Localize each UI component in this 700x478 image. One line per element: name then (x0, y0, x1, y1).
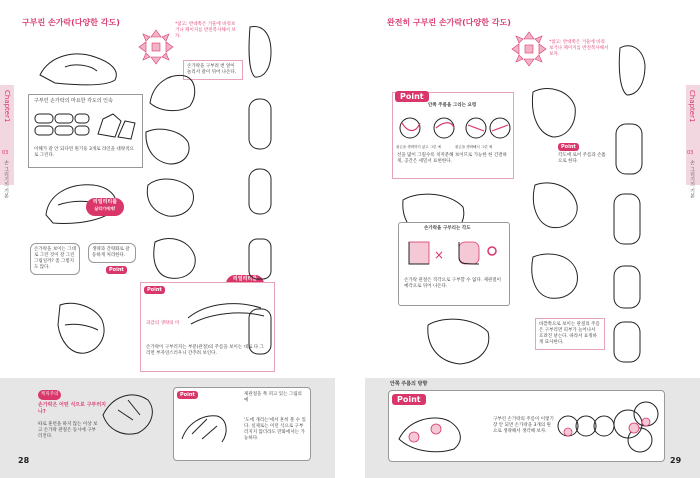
angle-body: 손가락 관절은 직각으로 구부할 수 없다. 제관절이 예각으로 뒤어 나온다. (404, 278, 501, 289)
point-label-right: Point (395, 91, 429, 102)
bottom-badge-left: 캐릭주의 (38, 390, 61, 400)
hand-sketch (50, 295, 115, 360)
realistic-tag-2-line1: 리얼리티를 (232, 276, 258, 282)
speech-bubble-1: 손가락을 보이는 그대로 그린 것이 잘 그린 그림일까? 좀 그렇지도 않다. (30, 243, 80, 275)
hand-sketch (610, 190, 645, 250)
hand-sketch (140, 122, 195, 167)
left-panel-caption: 이해가 갈 안 되다면 원기둥 3개로 라인을 대략적으로 그린다. (34, 147, 134, 158)
bottom-answer: 따로 훈련을 하지 않는 이상 보고 손가락 관절은 동시에 구부러진다. (38, 422, 98, 439)
point2-label: Point (558, 143, 579, 151)
bottom-title-right: 안쪽 주름의 방향 (390, 381, 428, 387)
x-mark-icon: × (434, 248, 445, 262)
bottom-point-body: '도에 개리는'에서 흔히 볼 수 있다. 실제로는 이런 식으로 구부러지지 않더라도 만화에서는 가능하다. (244, 418, 306, 441)
bottom-question: 손가락은 어떤 식으로 구부러지나? (38, 402, 107, 415)
hand-sketch (245, 95, 275, 155)
point-tag-small: Point (106, 266, 127, 274)
tab-num-right: 03 (687, 150, 694, 156)
left-panel-label: 구부린 손가락의 마요한 각도의 인속 (34, 98, 113, 104)
hand-sketch (420, 310, 495, 370)
arrow-star-icon (137, 28, 175, 66)
hand-sketch (177, 404, 232, 449)
realistic-tag-1 (86, 198, 124, 216)
hand-sketch (394, 409, 469, 454)
point-label: Point (144, 286, 165, 294)
point-body-right: 선을 많이 그릴수록 치저분해 보이므로 가능한 한 간결하게, 공간은 세밀서 표현한다. (397, 153, 507, 164)
right-page-title: 완전히 구부린 손가락(다양한 각도) (387, 18, 511, 27)
hand-sketch (145, 232, 200, 282)
point-caption: 과감의 생략의 미 (146, 321, 180, 326)
bottom-point-box-left (173, 387, 311, 461)
hand-sketch (245, 22, 275, 82)
realistic-tag-1-line2: 살리기에게! (94, 206, 116, 211)
right-note: *참고: 반대쪽은 거울에 비춰보거나 페이지를 반전복사해서 보자. (549, 40, 609, 57)
hand-sketch (612, 120, 647, 180)
tab-chapter-right: Chapter1 (688, 90, 696, 123)
bottom-body-right: 구부린 손가락의 주름이 이렇기 장 안 되면 손가락을 3개의 원으로 생략해서 생각해 보자. (493, 417, 554, 434)
point-title-right: 안쪽 주름을 그리는 요령 (428, 103, 477, 108)
hand-sketch (98, 385, 158, 440)
tab-sub-right: 손 그리기의 기본 (689, 160, 695, 199)
left-page-title: 구부린 손가락(다양한 각도) (22, 18, 120, 27)
point-box-right (392, 92, 514, 179)
tab-chapter-left: Chapter1 (3, 90, 11, 123)
hand-sketch (145, 68, 200, 113)
hand-sketch (245, 165, 275, 220)
left-panel (28, 94, 143, 168)
hand-sketch (525, 82, 580, 142)
tab-num-left: 03 (2, 150, 9, 156)
speech-bubble-2: 생략과 간략화로 갈등하게 처리한다. (88, 243, 136, 263)
circle-diagram (554, 396, 662, 458)
angle-title: 손가락을 구부리는 각도 (424, 226, 471, 231)
hand-sketch (245, 305, 275, 360)
hand-sketch (245, 235, 275, 285)
label-a: 왼손을 생략하지 않고 그린 예 (396, 145, 442, 149)
tab-sub-left: 손 그리기의 기본 (3, 160, 9, 199)
left-note: *참고: 반대쪽은 거울에 비춰보거나 페이지를 반전복사해서 보자. (175, 22, 236, 39)
page-number-right: 29 (670, 456, 682, 465)
bottom-point-label-right: Point (392, 394, 426, 405)
angle-box (398, 222, 510, 306)
hand-sketch (525, 245, 585, 305)
cylinder-diagram (33, 109, 138, 141)
hand-sketch (35, 45, 125, 90)
bottom-point-box-right (388, 390, 665, 462)
point2-body: 각도에 로어 주름과 손톱으로 한다. (558, 153, 606, 164)
hand-sketch (610, 262, 645, 312)
realistic-tag-1-line1: 리얼리티를 (92, 199, 118, 205)
bottom-point-title: 제관절을 쭉 펴고 있는 그림의 예 (244, 392, 302, 403)
label-b: 왼손을 생략해서 그린 예 (455, 145, 493, 149)
point-body: 손가락이 구부러지는 부분(관절)의 주름을 보이는 대로 다 그리면 부자연스러우니 간추려 보인다. (146, 345, 264, 356)
arrow-star-icon (510, 30, 548, 68)
angle-diagram (404, 237, 504, 271)
hand-sketch (525, 175, 585, 235)
side-box: 바깥쪽으로 보이는 관절의 주름은 구부리면 피부가 늘어나서 흐려진 낱는다. 따라서 표정하게 묘사한다. (535, 318, 605, 350)
hand-sketch (610, 318, 645, 368)
left-note-box: 손가락을 구부려 번 앞이 놀리서 갈이 뒤어 나온다. (183, 60, 243, 80)
bottom-point-label: Point (177, 391, 198, 399)
hand-sketch (615, 40, 650, 100)
fold-diagram (396, 113, 511, 143)
o-mark-icon (488, 247, 496, 255)
page-number-left: 28 (18, 456, 30, 465)
hand-sketch (140, 170, 200, 220)
